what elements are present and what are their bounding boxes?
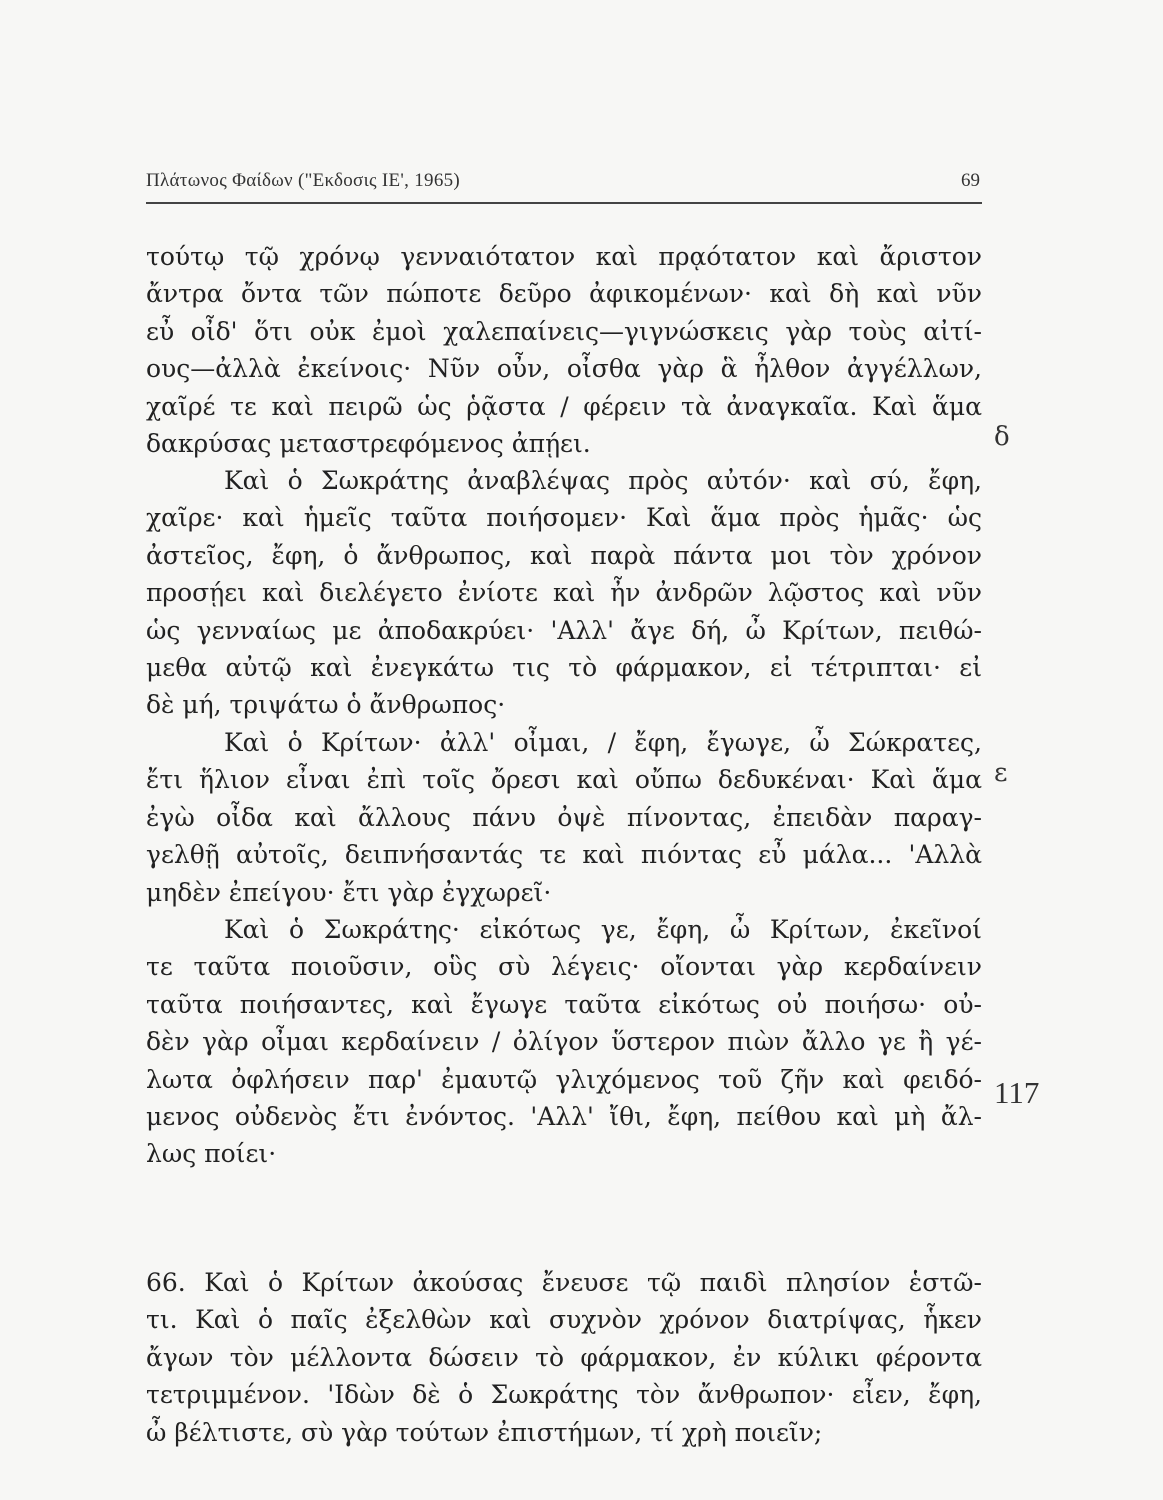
text-line: ἄγων τὸν μέλλοντα δώσειν τὸ φάρμακον, ἐν κύλικι φέροντα — [146, 1342, 982, 1372]
margin-section-number: 117 — [994, 1075, 1040, 1110]
text-line: ὡς γενναίως με ἀποδακρύει· 'Αλλ' ἄγε δή, ὦ Κρίτων, πειθώ- — [146, 615, 982, 645]
text-line: Καὶ ὁ Σωκράτης ἀναβλέψας πρὸς αὐτόν· καὶ σύ, ἔφη, — [224, 466, 982, 495]
text-line: δὲ μή, τριψάτω ὁ ἄνθρωπος· — [146, 690, 506, 720]
text-line: ἄντρα ὄντα τῶν πώποτε δεῦρο ἀφικομένων· καὶ δὴ καὶ νῦν — [146, 279, 982, 309]
text-line: ἀστεῖος, ἔφη, ὁ ἄνθρωπος, καὶ παρὰ πάντα μοι τὸν χρόνον — [146, 540, 982, 570]
text-line: γελθῇ αὐτοῖς, δειπνήσαντάς τε καὶ πιόντας εὖ μάλα... 'Αλλὰ — [146, 840, 982, 870]
text-line: τούτῳ τῷ χρόνῳ γενναιότατον καὶ πρᾳότατον καὶ ἄριστον — [146, 242, 982, 271]
text-line: εὖ οἶδ' ὅτι οὐκ ἐμοὶ χαλεπαίνεις—γιγνώσκεις γὰρ τοὺς αἰτί- — [146, 316, 982, 346]
page-number: 69 — [961, 170, 980, 191]
text-line: ταῦτα ποιήσαντες, καὶ ἔγωγε ταῦτα εἰκότως οὐ ποιήσω· οὐ- — [146, 989, 982, 1019]
text-line: μηδὲν ἐπείγου· ἔτι γὰρ ἐγχωρεῖ· — [146, 877, 552, 907]
text-line: 66. Καὶ ὁ Κρίτων ἀκούσας ἔνευσε τῷ παιδὶ πλησίον ἑστῶ- — [146, 1268, 982, 1297]
text-line: λως ποίει· — [146, 1139, 277, 1169]
text-line: ους—ἀλλὰ ἐκείνοις· Νῦν οὖν, οἶσθα γὰρ ἃ ἦλθον ἀγγέλλων, — [146, 354, 982, 384]
text-line: δὲν γὰρ οἶμαι κερδαίνειν / ὀλίγον ὕστερον πιὼν ἄλλο γε ἢ γέ- — [146, 1027, 982, 1057]
margin-marker-epsilon: ε — [994, 758, 1008, 788]
text-line: χαῖρε· καὶ ἡμεῖς ταῦτα ποιήσομεν· Καὶ ἅμα πρὸς ἡμᾶς· ὡς — [146, 503, 982, 533]
text-line: μεθα αὐτῷ καὶ ἐνεγκάτω τις τὸ φάρμακον, εἰ τέτριπται· εἰ — [146, 652, 982, 682]
paragraph-3 — [146, 724, 982, 911]
paragraph-1 — [146, 238, 982, 462]
text-line: μενος οὐδενὸς ἔτι ἐνόντος. 'Αλλ' ἴθι, ἔφη, πείθου καὶ μὴ ἄλ- — [146, 1101, 982, 1131]
text-line: ὦ βέλτιστε, σὺ γὰρ τούτων ἐπιστήμων, τί χρὴ ποιεῖν; — [146, 1417, 823, 1447]
text-line: τετριμμένον. 'Ιδὼν δὲ ὁ Σωκράτης τὸν ἄνθρωπον· εἶεν, ἔφη, — [146, 1380, 982, 1410]
text-line: τι. Καὶ ὁ παῖς ἐξελθὼν καὶ συχνὸν χρόνον διατρίψας, ἧκεν — [146, 1305, 982, 1335]
text-line: προσῄει καὶ διελέγετο ἐνίοτε καὶ ἦν ἀνδρῶν λῷστος καὶ νῦν — [146, 578, 982, 608]
text-line: ἔτι ἥλιον εἶναι ἐπὶ τοῖς ὄρεσι καὶ οὔπω δεδυκέναι· Καὶ ἅμα — [146, 765, 982, 795]
paragraph-4 — [146, 911, 982, 1173]
text-line: δακρύσας μεταστρεφόμενος ἀπῄει. — [146, 428, 591, 458]
margin-marker-delta: δ — [994, 422, 1010, 452]
text-line: χαῖρέ τε καὶ πειρῶ ὡς ῥᾷστα / φέρειν τὰ ἀναγκαῖα. Καὶ ἅμα — [146, 391, 982, 421]
text-line: τε ταῦτα ποιοῦσιν, οὓς σὺ λέγεις· οἴονται γὰρ κερδαίνειν — [146, 952, 982, 982]
running-header — [146, 166, 982, 204]
text-line: Καὶ ὁ Κρίτων· ἀλλ' οἶμαι, / ἔφη, ἔγωγε, ὦ Σώκρατες, — [224, 728, 982, 757]
paragraph-2 — [146, 462, 982, 724]
text-line: Καὶ ὁ Σωκράτης· εἰκότως γε, ἔφη, ὦ Κρίτων, ἐκεῖνοί — [224, 915, 982, 944]
header-title: Πλάτωνος Φαίδων ("Εκδοσις ΙΕ', 1965) — [146, 170, 461, 191]
text-line: ἐγὼ οἶδα καὶ ἄλλους πάνυ ὀψὲ πίνοντας, ἐπειδὰν παραγ- — [146, 802, 982, 832]
text-line: λωτα ὀφλήσειν παρ' ἐμαυτῷ γλιχόμενος τοῦ ζῆν καὶ φειδό- — [146, 1064, 982, 1094]
paragraph-5 — [146, 1264, 982, 1451]
